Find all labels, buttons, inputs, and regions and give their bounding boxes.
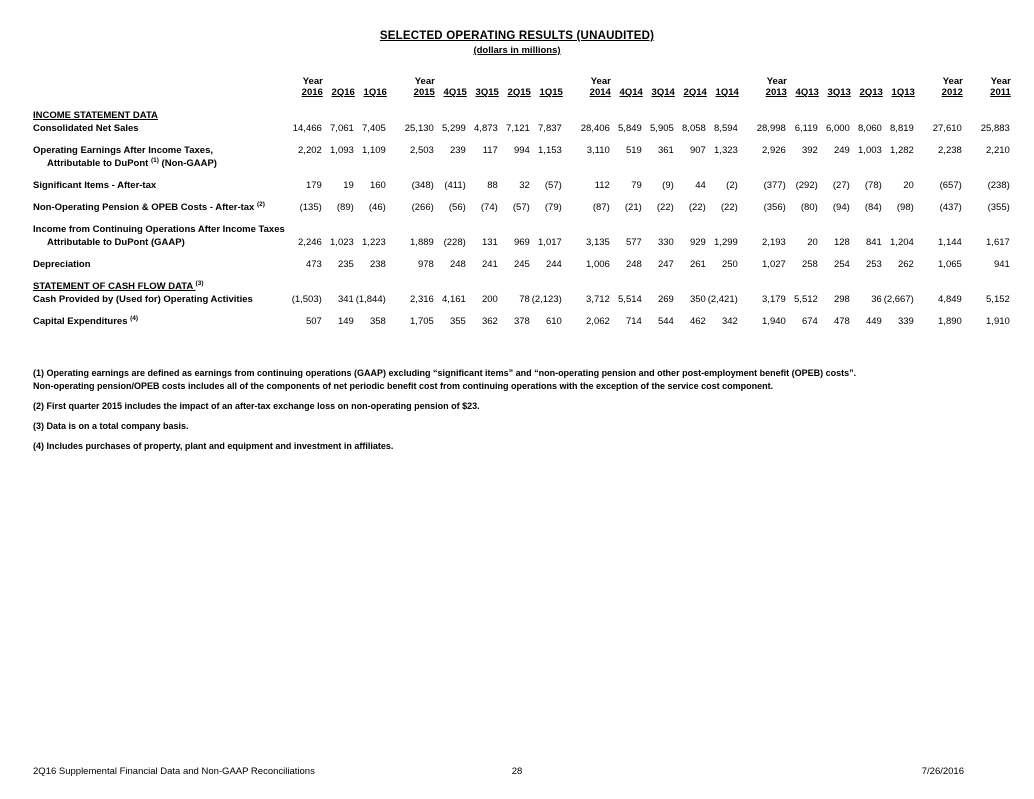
value-cell: 2,210: [986, 145, 1010, 156]
section-header-row: [33, 280, 1011, 293]
value-cell: 7,405: [362, 123, 386, 134]
value-cell: 3,179: [762, 294, 786, 305]
data-row: [33, 315, 1011, 328]
value-cell: 339: [897, 316, 914, 327]
value-cell: (228): [443, 237, 466, 248]
column-header: Year 2011: [990, 76, 1011, 98]
value-cell: 478: [833, 316, 850, 327]
column-header: 4Q15: [443, 87, 467, 98]
value-cell: 978: [417, 259, 434, 270]
spacer-row: [33, 135, 1011, 144]
value-cell: 1,027: [762, 259, 786, 270]
value-cell: 239: [449, 145, 466, 156]
data-row: [33, 179, 1011, 192]
value-cell: 4,849: [938, 294, 962, 305]
value-cell: 25,883: [980, 123, 1010, 134]
value-cell: 929: [689, 237, 706, 248]
value-cell: 36: [871, 294, 882, 305]
row-label: Consolidated Net Sales: [33, 123, 139, 134]
value-cell: 362: [481, 316, 498, 327]
value-cell: (1,844): [355, 294, 386, 305]
column-header: Year 2012: [941, 76, 963, 98]
value-cell: 714: [625, 316, 642, 327]
value-cell: 8,594: [714, 123, 738, 134]
spacer-row: [33, 214, 1011, 223]
value-cell: 261: [689, 259, 706, 270]
value-cell: 19: [343, 180, 354, 191]
footnote-line: (1) Operating earnings are defined as earnings from continuing operations (GAAP) excluding “significant items” and “non-operating pension and other post-employment benefit (OPEB) costs”.: [33, 368, 857, 378]
value-cell: 238: [369, 259, 386, 270]
value-cell: 3,712: [586, 294, 610, 305]
value-cell: 2,316: [410, 294, 434, 305]
column-header-spacer: [33, 76, 285, 109]
column-header: Year 2015: [413, 76, 435, 98]
value-cell: 25,130: [404, 123, 434, 134]
value-cell: 2,193: [762, 237, 786, 248]
value-cell: 2,238: [938, 145, 962, 156]
column-header: 1Q16: [363, 87, 387, 98]
column-header: Year 2013: [765, 76, 787, 98]
column-header: 3Q14: [651, 87, 675, 98]
data-row: [33, 258, 1011, 271]
column-header: 1Q14: [715, 87, 739, 98]
value-cell: 1,889: [410, 237, 434, 248]
value-cell: 8,819: [890, 123, 914, 134]
value-cell: (22): [720, 202, 738, 213]
spacer-row: [33, 328, 1011, 337]
value-cell: 841: [865, 237, 882, 248]
value-cell: 2,062: [586, 316, 610, 327]
row-label: Significant Items - After-tax: [33, 180, 157, 191]
value-cell: 1,017: [538, 237, 562, 248]
value-cell: (87): [592, 202, 610, 213]
value-cell: 341: [337, 294, 354, 305]
value-cell: 1,323: [714, 145, 738, 156]
data-row: [33, 293, 1011, 306]
value-cell: 907: [689, 145, 706, 156]
value-cell: 969: [513, 237, 530, 248]
value-cell: 5,849: [618, 123, 642, 134]
column-header: Year 2016: [301, 76, 323, 98]
value-cell: (2): [726, 180, 738, 191]
value-cell: (2,667): [883, 294, 914, 305]
value-cell: 5,299: [442, 123, 466, 134]
value-cell: 149: [337, 316, 354, 327]
value-cell: 1,223: [362, 237, 386, 248]
value-cell: (80): [800, 202, 818, 213]
value-cell: 235: [337, 259, 354, 270]
row-label: Attributable to DuPont $^{(1)}$ (Non-GAAP): [47, 156, 217, 169]
table-header-row: [33, 76, 1011, 109]
row-label: Capital Expenditures $^{(4)}$: [33, 314, 139, 327]
footnote-line: (3) Data is on a total company basis.: [33, 421, 189, 431]
value-cell: 462: [689, 316, 706, 327]
value-cell: (292): [795, 180, 818, 191]
value-cell: (94): [832, 202, 850, 213]
column-header: 4Q13: [795, 87, 819, 98]
value-cell: 5,905: [650, 123, 674, 134]
value-cell: 32: [519, 180, 530, 191]
value-cell: 44: [695, 180, 706, 191]
column-header: 4Q14: [619, 87, 643, 98]
value-cell: 2,246: [298, 237, 322, 248]
value-cell: 519: [625, 145, 642, 156]
page-subtitle: (dollars in millions): [473, 45, 561, 56]
value-cell: 544: [657, 316, 674, 327]
value-cell: 248: [449, 259, 466, 270]
row-label: Attributable to DuPont (GAAP): [47, 237, 185, 248]
footnote: [33, 367, 1034, 393]
value-cell: 78: [519, 294, 530, 305]
value-cell: 4,161: [442, 294, 466, 305]
column-header: 1Q13: [891, 87, 915, 98]
value-cell: 160: [369, 180, 386, 191]
value-cell: (46): [368, 202, 386, 213]
value-cell: 298: [833, 294, 850, 305]
value-cell: (1,503): [291, 294, 322, 305]
value-cell: 248: [625, 259, 642, 270]
value-cell: (22): [656, 202, 674, 213]
value-cell: 1,003: [858, 145, 882, 156]
value-cell: 330: [657, 237, 674, 248]
value-cell: 378: [513, 316, 530, 327]
value-cell: 247: [657, 259, 674, 270]
value-cell: 269: [657, 294, 674, 305]
section-header: INCOME STATEMENT DATA: [33, 110, 158, 121]
row-label: Non-Operating Pension & OPEB Costs - After-tax $^{(2)}$: [33, 200, 265, 213]
value-cell: 358: [369, 316, 386, 327]
value-cell: 5,152: [986, 294, 1010, 305]
value-cell: 20: [903, 180, 914, 191]
value-cell: (377): [763, 180, 786, 191]
column-header: 2Q14: [683, 87, 707, 98]
footer-document-name: 2Q16 Supplemental Financial Data and Non-GAAP Reconciliations: [33, 766, 315, 777]
value-cell: 258: [801, 259, 818, 270]
value-cell: (98): [896, 202, 914, 213]
value-cell: (89): [336, 202, 354, 213]
value-cell: (56): [448, 202, 466, 213]
value-cell: (266): [411, 202, 434, 213]
spacer-row: [33, 192, 1011, 201]
spacer-row: [33, 249, 1011, 258]
footnotes: [33, 367, 1034, 453]
value-cell: 355: [449, 316, 466, 327]
value-cell: 28,406: [580, 123, 610, 134]
value-cell: (74): [480, 202, 498, 213]
section-header: STATEMENT OF CASH FLOW DATA $^{(3)}$: [33, 279, 204, 292]
column-header: Year 2014: [589, 76, 611, 98]
column-header: 3Q13: [827, 87, 851, 98]
results-table-wrap: [33, 76, 1034, 337]
value-cell: 1,282: [890, 145, 914, 156]
value-cell: 6,000: [826, 123, 850, 134]
value-cell: 128: [833, 237, 850, 248]
title-block: [0, 0, 1034, 56]
footnote-line: Non-operating pension/OPEB costs includes all of the components of net periodic benefit cost from continuing operations with the exception of the service cost component.: [33, 381, 774, 391]
value-cell: 254: [833, 259, 850, 270]
row-label: Depreciation: [33, 259, 91, 270]
value-cell: (657): [939, 180, 962, 191]
value-cell: 88: [487, 180, 498, 191]
value-cell: (2,123): [531, 294, 562, 305]
column-header: 2Q16: [331, 87, 355, 98]
value-cell: 27,610: [932, 123, 962, 134]
results-table: [33, 76, 1011, 337]
value-cell: 1,144: [938, 237, 962, 248]
value-cell: 610: [545, 316, 562, 327]
value-cell: (84): [864, 202, 882, 213]
data-row: [33, 144, 1011, 157]
value-cell: (9): [662, 180, 674, 191]
value-cell: (348): [411, 180, 434, 191]
value-cell: 1,890: [938, 316, 962, 327]
value-cell: 1,153: [538, 145, 562, 156]
value-cell: 5,512: [794, 294, 818, 305]
value-cell: (238): [987, 180, 1010, 191]
footnote: [33, 420, 1034, 433]
value-cell: (57): [544, 180, 562, 191]
value-cell: 577: [625, 237, 642, 248]
value-cell: 241: [481, 259, 498, 270]
value-cell: 941: [993, 259, 1010, 270]
value-cell: 8,058: [682, 123, 706, 134]
value-cell: 392: [801, 145, 818, 156]
value-cell: 253: [865, 259, 882, 270]
value-cell: (21): [624, 202, 642, 213]
data-row: [33, 122, 1011, 135]
page-title: SELECTED OPERATING RESULTS (UNAUDITED): [379, 30, 655, 42]
footer-date: 7/26/2016: [921, 766, 964, 777]
spacer-row: [33, 170, 1011, 179]
footnote-line: (4) Includes purchases of property, plant and equipment and investment in affiliates.: [33, 441, 394, 451]
column-header: 1Q15: [539, 87, 563, 98]
value-cell: 7,837: [538, 123, 562, 134]
value-cell: (437): [939, 202, 962, 213]
value-cell: (356): [763, 202, 786, 213]
value-cell: 2,926: [762, 145, 786, 156]
value-cell: 112: [594, 180, 610, 191]
spacer-row: [33, 306, 1011, 315]
value-cell: 1,940: [762, 316, 786, 327]
value-cell: 179: [305, 180, 322, 191]
row-label: Operating Earnings After Income Taxes,: [33, 145, 214, 156]
value-cell: 342: [721, 316, 738, 327]
value-cell: 449: [865, 316, 882, 327]
column-header: 2Q15: [507, 87, 531, 98]
value-cell: (411): [444, 180, 466, 191]
value-cell: 244: [545, 259, 562, 270]
footnote: [33, 440, 1034, 453]
value-cell: 1,705: [410, 316, 434, 327]
value-cell: 994: [513, 145, 530, 156]
value-cell: 1,109: [362, 145, 386, 156]
column-header: 2Q13: [859, 87, 883, 98]
value-cell: (79): [544, 202, 562, 213]
page-footer: [0, 764, 1034, 777]
footer-page-number: 28: [511, 766, 523, 777]
column-header: 3Q15: [475, 87, 499, 98]
value-cell: (2,421): [707, 294, 738, 305]
value-cell: 473: [305, 259, 322, 270]
row-label: Cash Provided by (Used for) Operating Activities: [33, 294, 253, 305]
data-row: [33, 201, 1011, 214]
value-cell: (27): [832, 180, 850, 191]
value-cell: 3,110: [586, 145, 610, 156]
value-cell: 507: [305, 316, 322, 327]
value-cell: 200: [481, 294, 498, 305]
value-cell: 79: [631, 180, 642, 191]
value-cell: 6,119: [794, 123, 818, 134]
value-cell: 1,023: [330, 237, 354, 248]
value-cell: 1,204: [890, 237, 914, 248]
value-cell: (57): [512, 202, 530, 213]
value-cell: 4,873: [474, 123, 498, 134]
section-header-row: [33, 109, 1011, 122]
value-cell: 361: [657, 145, 674, 156]
data-row: [33, 223, 1011, 236]
row-label: Income from Continuing Operations After Income Taxes: [33, 224, 285, 235]
value-cell: 2,202: [298, 145, 322, 156]
value-cell: 1,093: [330, 145, 354, 156]
value-cell: (78): [864, 180, 882, 191]
footnote: [33, 400, 1034, 413]
value-cell: 249: [833, 145, 850, 156]
value-cell: (135): [299, 202, 322, 213]
value-cell: 28,998: [756, 123, 786, 134]
value-cell: 131: [481, 237, 498, 248]
value-cell: 1,910: [986, 316, 1010, 327]
value-cell: 1,065: [938, 259, 962, 270]
value-cell: 117: [482, 145, 498, 156]
value-cell: 1,299: [714, 237, 738, 248]
value-cell: 262: [897, 259, 914, 270]
value-cell: 674: [801, 316, 818, 327]
value-cell: 5,514: [618, 294, 642, 305]
value-cell: (355): [987, 202, 1010, 213]
value-cell: 245: [513, 259, 530, 270]
value-cell: 14,466: [292, 123, 322, 134]
data-row: [33, 157, 1011, 170]
value-cell: 1,006: [586, 259, 610, 270]
data-row: [33, 236, 1011, 249]
value-cell: 2,503: [410, 145, 434, 156]
value-cell: (22): [688, 202, 706, 213]
footnote-line: (2) First quarter 2015 includes the impact of an after-tax exchange loss on non-operating pension of $23.: [33, 401, 480, 411]
value-cell: 20: [807, 237, 818, 248]
value-cell: 7,121: [506, 123, 530, 134]
value-cell: 350: [689, 294, 706, 305]
value-cell: 3,135: [586, 237, 610, 248]
value-cell: 1,617: [986, 237, 1010, 248]
spacer-row: [33, 271, 1011, 280]
value-cell: 8,060: [858, 123, 882, 134]
value-cell: 250: [721, 259, 738, 270]
value-cell: 7,061: [330, 123, 354, 134]
